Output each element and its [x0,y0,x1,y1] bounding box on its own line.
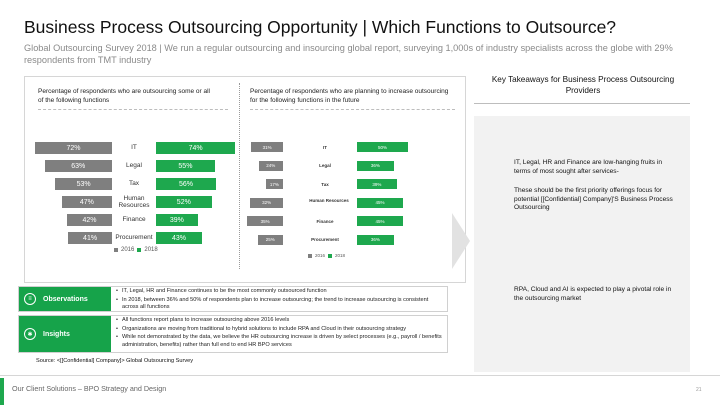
observations-bullet: • IT, Legal, HR and Finance continues to be the most commonly outsourced function [116,288,443,295]
observations-row [18,286,448,312]
category-label: IT [323,144,327,150]
page-number: 21 [696,387,702,393]
bar-2018-finance: 39% [156,214,198,226]
observations-bullet: • In 2018, between 36% and 50% of respondents plan to increase outsourcing; the trend to increase outsourcing is consistent across all functions [116,297,443,311]
legend-label: 2018 [144,247,158,253]
observations-label: Observations [43,295,88,303]
chart-divider [239,83,240,269]
footer-text: Our Client Solutions – BPO Strategy and Design [12,384,167,393]
legend-swatch [114,248,118,252]
bar-2016-it: 31% [251,142,283,152]
legend-swatch [137,248,141,252]
bar-2016-human-resources: 32% [250,198,283,208]
list-icon: ≡ [24,293,36,305]
chart-right-title-rule [250,109,455,110]
category-label: Tax [321,181,329,187]
bar-2016-legal: 24% [259,161,283,171]
observations-list [116,288,443,313]
takeaway-3: RPA, Cloud and AI is expected to play a pivotal role in the outsourcing market [514,286,672,302]
bar-2018-tax: 56% [156,178,216,190]
bar-2018-it: 50% [357,142,408,152]
legend-swatch [328,254,332,258]
category-label: Procurement [115,234,153,242]
legend-swatch [308,254,312,258]
bar-2018-procurement: 36% [357,235,394,245]
category-label: Legal [319,163,331,168]
bar-2016-tax: 17% [266,179,283,189]
bar-2016-it: 72% [35,142,112,154]
category-label: Finance [122,216,146,224]
takeaways-title: Key Takeaways for Business Process Outsourcing Providers [491,75,675,95]
legend-label: 2016 [121,247,135,253]
takeaways-title-rule [474,103,690,104]
category-label: Finance [316,218,334,224]
category-label: IT [131,144,137,152]
insights-label: Insights [43,330,70,338]
chart-legend [114,247,158,253]
legend-label: 2016 [315,253,326,258]
bar-2016-procurement: 25% [258,235,284,245]
bar-2016-finance: 35% [247,216,283,226]
takeaway-1: IT, Legal, HR and Finance are low-hanging fruits in terms of most sought after services- [514,159,663,175]
bar-2018-legal: 55% [156,160,215,172]
bar-2018-finance: 45% [357,216,403,226]
slide-title: Business Process Outsourcing Opportunity | Which Functions to Outsource? [24,17,617,37]
chart-right-title: Percentage of respondents who are planning to increase outsourcing for the following functions in the future [250,88,449,104]
category-label: Legal [126,162,142,170]
bar-2018-tax: 39% [357,179,397,189]
category-label: Human Resources [118,194,150,209]
bar-2018-procurement: 43% [156,232,202,244]
bar-2016-procurement: 41% [68,232,112,244]
chart-legend [308,253,345,258]
takeaway-2: These should be the first priority offerings focus for potential [[Confidential] Company]'S Business Process Outsourcing [514,187,673,211]
insights-tag [19,316,111,352]
insights-bullet: • Organizations are moving from traditional to hybrid solutions to include RPA and Cloud in their outsourcing strategy [116,326,443,333]
footer-rule [0,375,720,376]
bar-2016-tax: 53% [55,178,112,190]
insights-bullet: • All functions report plans to increase outsourcing above 2016 levels [116,317,443,324]
slide-subtitle: Global Outsourcing Survey 2018 | We run a regular outsourcing and insourcing global report, surveying 1,000s of industry specialists across the globe with 29% respondents from TMT industry [24,43,673,65]
bar-2018-human-resources: 52% [156,196,212,208]
bar-2018-human-resources: 45% [357,198,403,208]
category-label: Procurement [311,237,339,242]
category-label: Human Resources [309,197,349,203]
bar-2018-it: 74% [156,142,235,154]
source-note: Source: <[[Confidential] Company]> Global Outsourcing Survey [36,358,194,364]
chart-left-title-rule [38,109,228,110]
category-label: Tax [128,180,140,188]
legend-label: 2018 [335,253,346,258]
chart-left-title: Percentage of respondents who are outsourcing some or all of the following functions [38,88,210,104]
chevron-right-icon [452,213,470,269]
bar-2016-finance: 42% [67,214,112,226]
bar-2018-legal: 36% [357,161,394,171]
footer-accent-bar [0,378,4,405]
lightbulb-icon: ✱ [24,328,36,340]
bar-2016-human-resources: 47% [62,196,112,208]
insights-row [18,315,448,353]
takeaways-panel [474,116,690,372]
insights-bullet: • While not demonstrated by the data, we believe the HR outsourcing increase is driven by select processes (e.g., payroll / benefits administration, benefits) rather than full end to end HR BPO services [116,334,443,348]
observations-tag [19,287,111,311]
insights-list [116,317,443,350]
bar-2016-legal: 63% [45,160,112,172]
